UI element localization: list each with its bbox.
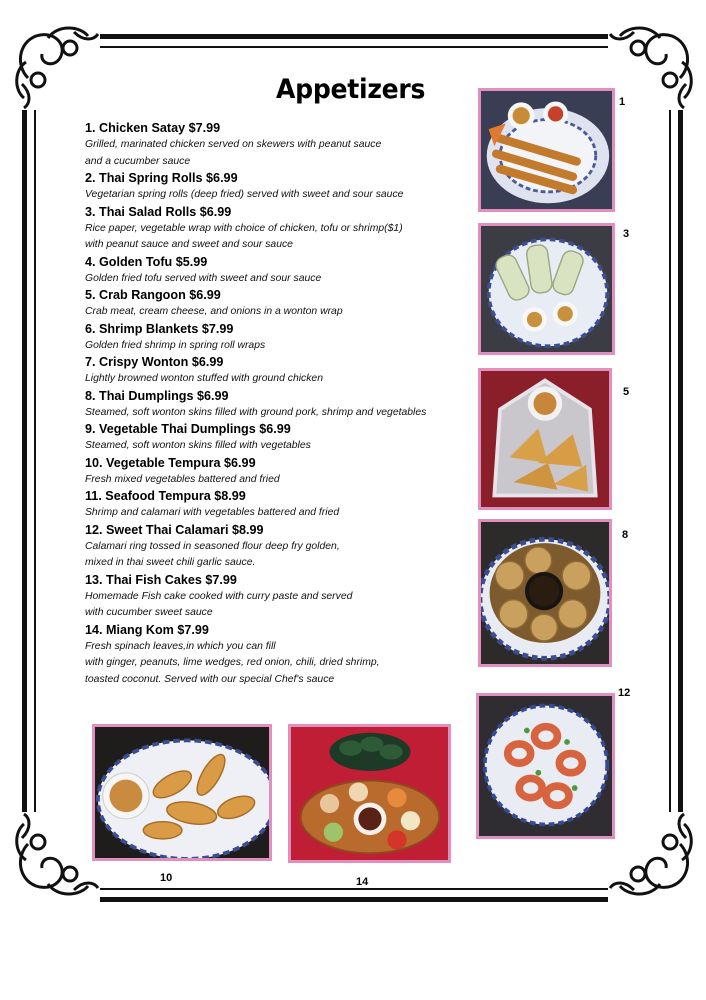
menu-item [85, 421, 465, 455]
item-name: 1. Chicken Satay $7.99 [85, 121, 221, 135]
menu-item [85, 455, 465, 489]
menu-item [85, 170, 465, 204]
item-description: Rice paper, vegetable wrap with choice of chicken, tofu or shrimp($1) with peanut sauce and sweet and sour sauce [85, 222, 403, 250]
item-name: 2. Thai Spring Rolls $6.99 [85, 171, 238, 185]
photo-sweet-thai-calamari [476, 693, 615, 839]
menu-item [85, 287, 465, 321]
item-description: Crab meat, cream cheese, and onions in a wonton wrap [85, 306, 343, 317]
appetizer-menu-list [85, 120, 465, 688]
item-description: Golden fried tofu served with sweet and sour sauce [85, 272, 322, 284]
photo-miang-kom [288, 724, 451, 863]
menu-item [85, 321, 465, 355]
item-name: 4. Golden Tofu $5.99 [85, 254, 208, 269]
menu-item [85, 522, 465, 572]
item-description: Vegetarian spring rolls (deep fried) served with sweet and sour sauce [85, 189, 404, 200]
item-description: Homemade Fish cake cooked with curry paste and served with cucumber sweet sauce [85, 590, 353, 618]
item-name: 12. Sweet Thai Calamari $8.99 [85, 522, 264, 537]
photo-number-label: 12 [618, 687, 631, 699]
item-name: 9. Vegetable Thai Dumplings $6.99 [85, 422, 291, 436]
item-description: Golden fried shrimp in spring roll wraps [85, 339, 266, 351]
photo-chicken-satay [478, 88, 615, 212]
item-name: 6. Shrimp Blankets $7.99 [85, 321, 234, 336]
menu-item [85, 572, 465, 622]
photo-number-label: 8 [622, 529, 629, 541]
item-name: 14. Miang Kom $7.99 [85, 622, 209, 637]
corner-ornament-bottom-right [608, 812, 700, 904]
item-name: 13. Thai Fish Cakes $7.99 [85, 572, 237, 587]
photo-number-label: 14 [356, 876, 369, 888]
photo-number-label: 5 [623, 386, 630, 398]
item-name: 10. Vegetable Tempura $6.99 [85, 455, 256, 470]
menu-item [85, 388, 465, 422]
corner-ornament-top-left [8, 18, 100, 110]
photo-number-label: 1 [619, 96, 626, 108]
item-description: Grilled, marinated chicken served on skewers with peanut sauce and a cucumber sauce [85, 139, 382, 167]
photo-thai-salad-rolls [478, 223, 615, 355]
item-description: Fresh mixed vegetables battered and fried [85, 473, 280, 485]
menu-item [85, 488, 465, 522]
item-description: Fresh spinach leaves,in which you can fill with ginger, peanuts, lime wedges, red onion, chili, dried shrimp, toasted coconut. Served with our special Chef's sauce [85, 640, 380, 685]
photo-vegetable-tempura [92, 724, 272, 861]
photo-number-label: 3 [623, 228, 630, 240]
item-name: 7. Crispy Wonton $6.99 [85, 355, 224, 369]
item-description: Shrimp and calamari with vegetables battered and fried [85, 507, 340, 518]
photo-number-label: 10 [160, 872, 173, 884]
corner-ornament-bottom-left [8, 812, 100, 904]
item-description: Steamed, soft wonton skins filled with vegetables [85, 440, 311, 451]
item-description: Calamari ring tossed in seasoned flour deep fry golden, mixed in thai sweet chili garlic sauce. [85, 540, 340, 568]
item-name: 11. Seafood Tempura $8.99 [85, 489, 246, 503]
item-description: Steamed, soft wonton skins filled with ground pork, shrimp and vegetables [85, 406, 427, 418]
item-description: Lightly browned wonton stuffed with ground chicken [85, 373, 323, 384]
menu-item [85, 204, 465, 254]
item-name: 8. Thai Dumplings $6.99 [85, 388, 229, 403]
menu-item [85, 354, 465, 388]
photo-crab-rangoon [478, 368, 612, 510]
photo-thai-dumplings [478, 519, 612, 667]
menu-item [85, 254, 465, 288]
menu-item [85, 120, 465, 170]
menu-item [85, 622, 465, 689]
page-title: Appetizers [276, 74, 426, 105]
item-name: 5. Crab Rangoon $6.99 [85, 288, 221, 302]
item-name: 3. Thai Salad Rolls $6.99 [85, 204, 232, 219]
